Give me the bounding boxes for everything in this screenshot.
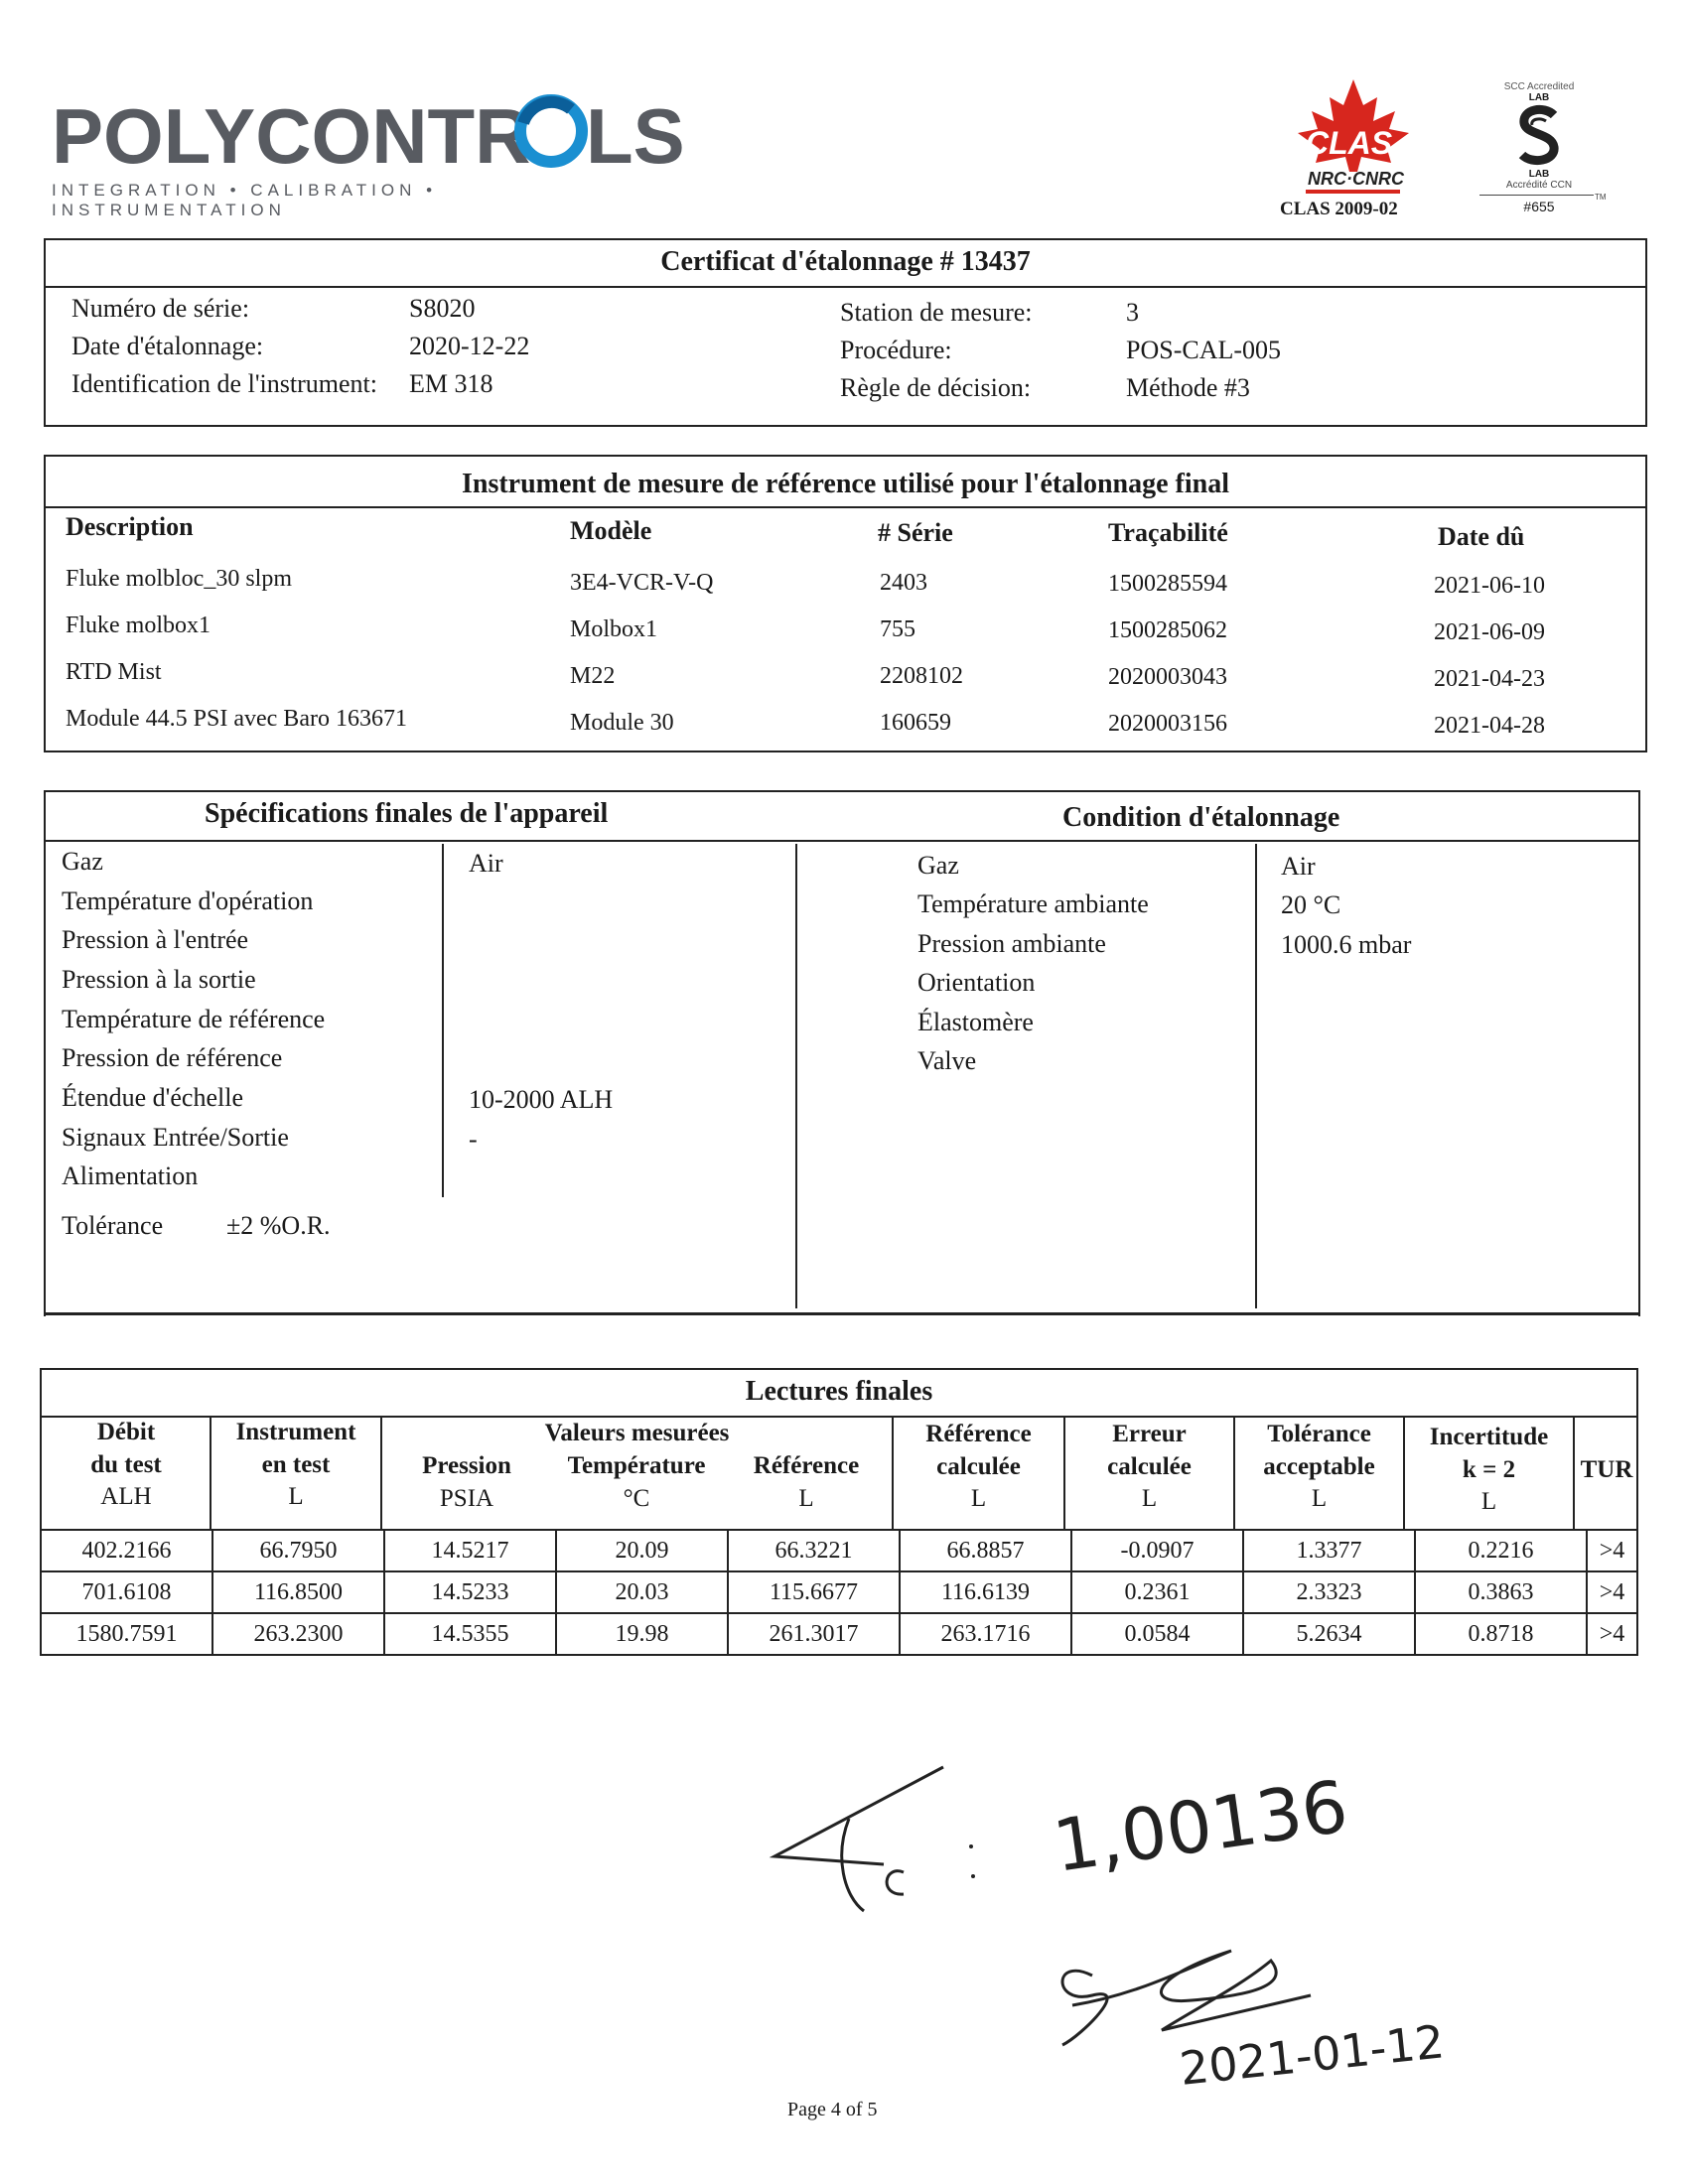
spec-label: Pression à la sortie [62, 965, 256, 994]
col-error-line1: Erreur [1112, 1421, 1187, 1447]
condition-value: Air [1281, 852, 1316, 881]
clas-badge: CLAS [1306, 125, 1393, 161]
handwriting-factor-value: 1,00136 [1048, 1764, 1353, 1888]
col-debit-unit: ALH [100, 1483, 152, 1510]
col-tolerance-line1: Tolérance [1267, 1421, 1371, 1447]
procedure-value: POS-CAL-005 [1126, 336, 1282, 364]
col-temperature-label: Température [567, 1452, 706, 1479]
col-tur: TUR [1580, 1456, 1633, 1483]
spec-label: Étendue d'échelle [62, 1083, 243, 1112]
ref-model: 3E4-VCR-V-Q [570, 570, 714, 596]
col-debit-line2: du test [90, 1450, 162, 1478]
spec-label: Gaz [62, 847, 103, 876]
tolerance-label: Tolérance [62, 1211, 164, 1240]
specs-title-rule [44, 840, 1640, 842]
instrument-id-label: Identification de l'instrument: [71, 369, 377, 398]
certificate-title: Certificat d'étalonnage # 13437 [660, 246, 1031, 277]
calibration-date-label: Date d'étalonnage: [71, 332, 264, 360]
specs-bottom-rule [44, 1312, 1640, 1315]
scc-lab-label-2: LAB [1528, 169, 1550, 180]
handwriting-fc-stroke [774, 1767, 943, 1864]
ref-description: Fluke molbloc_30 slpm [66, 566, 292, 592]
col-instrument-line1: Instrument [235, 1419, 356, 1445]
cell: >4 [1587, 1571, 1637, 1613]
cell: 116.8500 [212, 1571, 384, 1613]
cell: -0.0907 [1071, 1530, 1243, 1571]
condition-label: Gaz [917, 851, 959, 880]
handwriting-fc-stroke [887, 1871, 904, 1894]
col-pressure [382, 1450, 551, 1515]
cell: 66.8857 [900, 1530, 1071, 1571]
cell: 0.3863 [1415, 1571, 1587, 1613]
certificate-title-rule [44, 286, 1647, 288]
condition-label: Température ambiante [917, 889, 1149, 918]
col-temperature [552, 1450, 721, 1515]
cell: 0.0584 [1071, 1613, 1243, 1655]
ref-model: M22 [570, 663, 616, 689]
spec-label: Température de référence [62, 1005, 326, 1033]
reference-title-rule [44, 506, 1647, 508]
cell: 66.3221 [728, 1530, 900, 1571]
col-error-unit: L [1141, 1485, 1158, 1512]
cell: 0.2216 [1415, 1530, 1587, 1571]
signature [1062, 1951, 1311, 2045]
ref-model: Molbox1 [570, 616, 658, 642]
ref-due-date: 2021-04-23 [1434, 666, 1545, 692]
ref-traceability: 1500285062 [1108, 617, 1227, 643]
ref-col-model: Modèle [570, 516, 652, 545]
col-tolerance-line2: acceptable [1263, 1452, 1375, 1480]
col-ref-calc-line2: calculée [936, 1452, 1021, 1480]
cell: >4 [1587, 1613, 1637, 1655]
instrument-id-value: EM 318 [409, 369, 493, 398]
clas-logo [1266, 77, 1440, 221]
col-tolerance [1235, 1419, 1403, 1516]
ref-description: RTD Mist [66, 659, 162, 685]
handwritten-annotation [755, 1747, 1450, 2105]
ref-due-date: 2021-04-28 [1434, 713, 1545, 739]
col-instrument-line2: en test [261, 1450, 331, 1478]
cell: 1.3377 [1243, 1530, 1415, 1571]
ref-col-due-date: Date dû [1438, 522, 1525, 551]
col-ref-calc [894, 1419, 1063, 1516]
scc-number: #655 [1523, 199, 1555, 214]
clas-rule [1306, 190, 1400, 194]
ref-description: Module 44.5 PSI avec Baro 163671 [66, 706, 407, 732]
cell: 5.2634 [1243, 1613, 1415, 1655]
col-debit [42, 1417, 211, 1514]
ref-description: Fluke molbox1 [66, 613, 211, 638]
cell: 0.8718 [1415, 1613, 1587, 1655]
col-pressure-unit: PSIA [439, 1484, 494, 1512]
cell: >4 [1587, 1530, 1637, 1571]
calibration-date-value: 2020-12-22 [409, 332, 530, 360]
scc-ccn-label: Accrédité CCN [1505, 180, 1573, 191]
ref-serial: 2208102 [880, 663, 963, 689]
decision-rule-value: Méthode #3 [1126, 373, 1250, 402]
cell: 2.3323 [1243, 1571, 1415, 1613]
ref-traceability: 2020003156 [1108, 711, 1227, 737]
serial-number-label: Numéro de série: [71, 294, 250, 323]
cell: 261.3017 [728, 1613, 900, 1655]
logo-tagline: INTEGRATION • CALIBRATION • INSTRUMENTATION [52, 181, 438, 219]
col-instrument [211, 1417, 380, 1514]
cell: 14.5233 [384, 1571, 556, 1613]
spec-value: Air [469, 849, 503, 878]
handwriting-fc-stroke [842, 1819, 864, 1911]
condition-label: Orientation [917, 968, 1036, 997]
readings-title: Lectures finales [745, 1376, 933, 1407]
col-tolerance-unit: L [1311, 1485, 1328, 1512]
col-uncertainty-line1: Incertitude [1429, 1424, 1549, 1450]
cell: 701.6108 [41, 1571, 212, 1613]
handwriting-colon [971, 1874, 975, 1878]
scc-symbol-icon [1514, 105, 1564, 165]
cell: 20.03 [556, 1571, 728, 1613]
scc-tm-label: TM [1595, 193, 1607, 202]
cell: 263.1716 [900, 1613, 1071, 1655]
cell: 19.98 [556, 1613, 728, 1655]
ref-col-description: Description [66, 512, 194, 541]
specs-title: Spécifications finales de l'appareil [205, 798, 609, 829]
logo-wordmark-graphic [50, 87, 685, 180]
cell: 116.6139 [900, 1571, 1071, 1613]
condition-value: 20 °C [1281, 890, 1341, 919]
condition-divider [1255, 844, 1257, 1308]
handwriting-colon [969, 1844, 973, 1848]
nrc-label: NRC·CNRC [1308, 169, 1404, 189]
decision-rule-label: Règle de décision: [840, 373, 1032, 402]
col-reference [722, 1450, 891, 1515]
spec-value: - [469, 1125, 478, 1154]
table-row [41, 1571, 1637, 1613]
condition-value: 1000.6 mbar [1281, 930, 1412, 959]
procedure-label: Procédure: [840, 336, 952, 364]
table-row [41, 1530, 1637, 1571]
ref-due-date: 2021-06-10 [1434, 573, 1545, 599]
col-temperature-unit: °C [623, 1484, 650, 1512]
specs-divider [442, 844, 444, 1197]
spec-label: Température d'opération [62, 887, 314, 915]
svg-text:LS: LS [586, 92, 685, 180]
col-error [1065, 1419, 1233, 1516]
col-uncertainty-unit: L [1480, 1488, 1497, 1515]
cell: 20.09 [556, 1530, 728, 1571]
col-reference-label: Référence [753, 1452, 860, 1479]
ref-due-date: 2021-06-09 [1434, 619, 1545, 645]
ref-col-traceability: Traçabilité [1108, 518, 1228, 547]
cell: 66.7950 [212, 1530, 384, 1571]
spec-label: Signaux Entrée/Sortie [62, 1123, 289, 1152]
reference-title: Instrument de mesure de référence utilisé pour l'étalonnage final [461, 469, 1230, 499]
ref-traceability: 2020003043 [1108, 664, 1227, 690]
tolerance-value: ±2 %O.R. [226, 1211, 331, 1240]
ref-model: Module 30 [570, 710, 674, 736]
scc-lab-label: LAB [1528, 92, 1550, 103]
svg-text:POLYCONTR: POLYCONTR [52, 92, 531, 180]
cell: 14.5355 [384, 1613, 556, 1655]
cell: 263.2300 [212, 1613, 384, 1655]
spec-label: Alimentation [62, 1161, 199, 1190]
spec-value: 10-2000 ALH [469, 1085, 614, 1114]
specs-condition-divider [795, 844, 797, 1308]
readings-table [40, 1529, 1638, 1656]
condition-title: Condition d'étalonnage [1062, 802, 1340, 833]
col-uncertainty-line2: k = 2 [1462, 1455, 1516, 1483]
col-reference-unit: L [798, 1484, 814, 1512]
col-debit-line1: Débit [96, 1419, 156, 1445]
cell: 115.6677 [728, 1571, 900, 1613]
condition-label: Pression ambiante [917, 929, 1106, 958]
cell: 14.5217 [384, 1530, 556, 1571]
clas-reference: CLAS 2009-02 [1280, 199, 1398, 219]
col-error-line2: calculée [1107, 1452, 1192, 1480]
spec-label: Pression de référence [62, 1043, 283, 1072]
ref-traceability: 1500285594 [1108, 571, 1227, 597]
cell: 402.2166 [41, 1530, 212, 1571]
ref-serial: 755 [880, 616, 915, 642]
polycontrols-logo [50, 87, 685, 219]
handwriting-date: 2021-01-12 [1177, 2014, 1448, 2096]
col-pressure-label: Pression [422, 1452, 511, 1479]
scc-accredited-label: SCC Accredited [1503, 81, 1575, 92]
table-row [41, 1613, 1637, 1655]
spec-label: Pression à l'entrée [62, 925, 249, 954]
condition-label: Valve [917, 1046, 977, 1075]
scc-rule [1479, 195, 1594, 196]
col-ref-calc-unit: L [970, 1485, 987, 1512]
cell: 0.2361 [1071, 1571, 1243, 1613]
col-ref-calc-line1: Référence [925, 1421, 1032, 1447]
col-group-measured: Valeurs mesurées [544, 1420, 730, 1446]
ref-col-serial: # Série [878, 518, 953, 547]
station-label: Station de mesure: [840, 298, 1033, 327]
condition-label: Élastomère [917, 1008, 1034, 1036]
col-uncertainty [1405, 1422, 1573, 1519]
station-value: 3 [1126, 298, 1139, 327]
ref-serial: 2403 [880, 570, 927, 596]
serial-number-value: S8020 [409, 294, 476, 323]
ref-serial: 160659 [880, 710, 951, 736]
cell: 1580.7591 [41, 1613, 212, 1655]
col-instrument-unit: L [288, 1483, 304, 1510]
scc-logo [1470, 81, 1618, 230]
page-number: Page 4 of 5 [787, 2099, 878, 2120]
